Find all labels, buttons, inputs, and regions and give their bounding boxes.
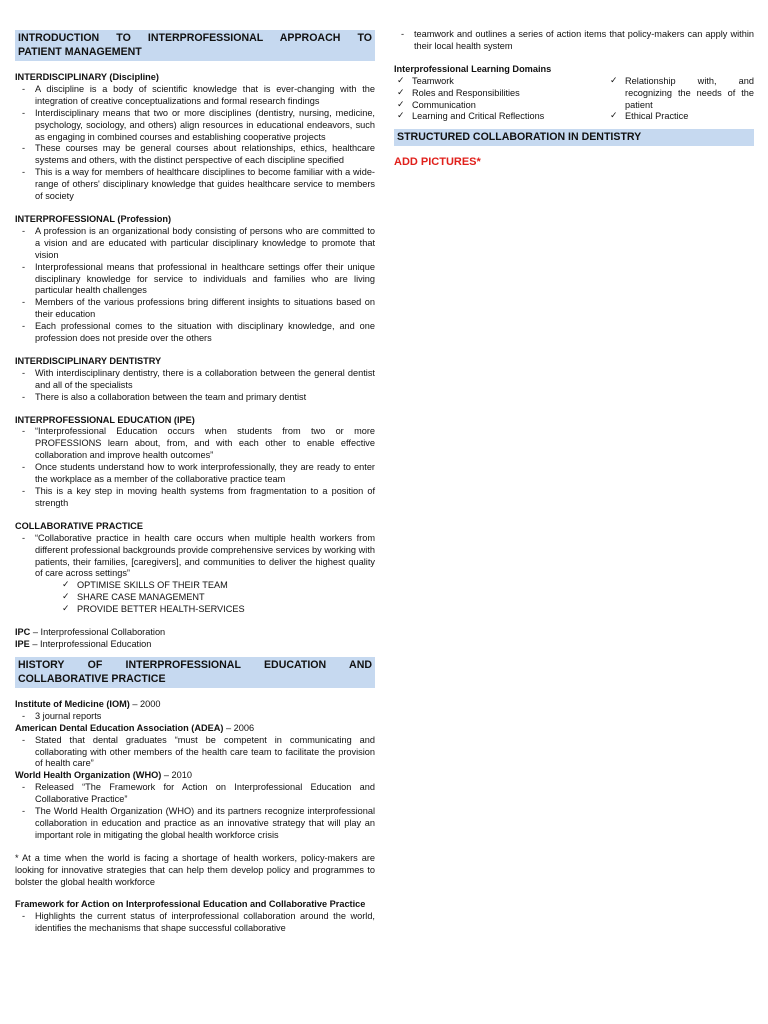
list-item: - Interprofessional means that professional in healthcare settings offer their unique disciplinary knowledge for service to individuals and families who are living particular health challenges <box>35 262 375 298</box>
structured-banner: STRUCTURED COLLABORATION IN DENTISTRY <box>394 129 754 146</box>
interdisciplinary-heading: INTERDISCIPLINARY (Discipline) <box>15 72 159 82</box>
ipe-heading: INTERPROFESSIONAL EDUCATION (IPE) <box>15 414 195 425</box>
framework-heading: Framework for Action on Interprofessional Education and Collaborative Practice <box>15 899 366 910</box>
interprofessional-list <box>15 226 375 345</box>
check-item: ✓ Learning and Critical Reflections <box>412 111 587 123</box>
list-item: - These courses may be general courses about relationships, ethics, healthcare systems and others, with the distinct perspective of each discipline specified <box>35 143 375 167</box>
collab-heading: COLLABORATIVE PRACTICE <box>15 520 143 531</box>
adea-list <box>15 735 375 771</box>
check-item: ✓ Communication <box>412 100 587 112</box>
iom-heading: Institute of Medicine (IOM) – 2000 <box>15 698 161 709</box>
list-item: - Members of the various professions bring different insights to situations based on their education <box>35 297 375 321</box>
iom-list <box>15 711 375 723</box>
framework-list <box>15 911 375 935</box>
intro-banner-line2: PATIENT MANAGEMENT <box>18 46 142 58</box>
ipe-list <box>15 426 375 509</box>
intro-banner <box>15 30 375 61</box>
check-item: ✓ Relationship with, and recognizing the needs of the patient <box>625 76 754 112</box>
list-item: - A profession is an organizational body consisting of persons who are committed to a vision and are educated with particular disciplinary knowledge to promote that vision <box>35 226 375 262</box>
collab-checklist <box>15 580 375 616</box>
check-item: ✓ PROVIDE BETTER HEALTH-SERVICES <box>77 604 375 616</box>
add-pictures-note: ADD PICTURES* <box>394 156 481 169</box>
check-item: ✓ OPTIMISE SKILLS OF THEIR TEAM <box>77 580 375 592</box>
history-banner-line1: HISTORY OF INTERPROFESSIONAL EDUCATION AND <box>18 658 372 671</box>
list-item: - Once students understand how to work interprofessionally, they are ready to enter the workplace as a member of the collaborative practice team <box>35 462 375 486</box>
adea-heading: American Dental Education Association (ADEA) – 2006 <box>15 722 255 733</box>
check-item: ✓ Teamwork <box>412 76 587 88</box>
check-item: ✓ Roles and Responsibilities <box>412 88 587 100</box>
list-item: - This is a key step in moving health systems from fragmentation to a position of strength <box>35 486 375 510</box>
domains-col2 <box>607 76 754 124</box>
list-item: - “Collaborative practice in health care occurs when multiple health workers from different professional backgrounds provide comprehensive services by working with patients, their families, [caregivers], and communities to deliver the highest quality of care across settings” <box>35 533 375 581</box>
dentistry-heading: INTERDISCIPLINARY DENTISTRY <box>15 355 162 366</box>
continuation-list <box>394 29 754 53</box>
list-item: - The World Health Organization (WHO) and its partners recognize interprofessional collaboration in education and practice as an innovative strategy that will play an important role in mitigating the global health workforce crisis <box>35 806 375 842</box>
list-item: - Interdisciplinary means that two or more disciplines (dentistry, nursing, medicine, psychology, sociology, and others) align resources in educational endeavors, such as engaging in combined courses and establishing cooperative projects <box>35 108 375 144</box>
list-item: - Released “The Framework for Action on Interprofessional Education and Collaborative Practice” <box>35 782 375 806</box>
interprofessional-heading: INTERPROFESSIONAL (Profession) <box>15 213 172 224</box>
collab-list <box>15 533 375 581</box>
who-heading: World Health Organization (WHO) – 2010 <box>15 770 192 781</box>
list-item: - This is a way for members of healthcare disciplines to become familiar with a wide-range of others' disciplinary knowledge that guides healthcare service to members of society <box>35 167 375 203</box>
domains-heading: Interprofessional Learning Domains <box>394 63 552 74</box>
history-banner <box>15 657 375 688</box>
left-column <box>15 30 375 935</box>
intro-banner-line1: INTRODUCTION TO INTERPROFESSIONAL APPROACH TO <box>18 32 372 44</box>
right-column <box>394 30 754 169</box>
domains-col1 <box>394 76 587 124</box>
list-item: - “Interprofessional Education occurs when students from two or more PROFESSIONS learn about, from, and with each other to enable effective collaboration and improve health outcomes” <box>35 426 375 462</box>
list-item: - Highlights the current status of interprofessional collaboration around the world, identifies the mechanisms that shape successful collaborative <box>35 911 375 935</box>
abbr-ipc: IPC – Interprofessional Collaboration <box>15 627 166 638</box>
abbr-ipe: IPE – Interprofessional Education <box>15 638 152 649</box>
list-item: - Each professional comes to the situation with disciplinary knowledge, and one profession does not preside over the others <box>35 321 375 345</box>
list-item: - 3 journal reports <box>35 711 375 723</box>
who-list <box>15 782 375 842</box>
list-item: - A discipline is a body of scientific knowledge that is ever-changing with the integration of creative conceptualizations and formal research findings <box>35 84 375 108</box>
list-item: - There is also a collaboration between the team and primary dentist <box>35 392 375 404</box>
list-item: - Stated that dental graduates “must be competent in communicating and collaborating with other members of the health care team to facilitate the provision of health care” <box>35 735 375 771</box>
dentistry-list <box>15 368 375 404</box>
check-item: ✓ Ethical Practice <box>625 111 754 123</box>
history-banner-line2: COLLABORATIVE PRACTICE <box>18 672 166 685</box>
list-item: - With interdisciplinary dentistry, there is a collaboration between the general dentist and all of the specialists <box>35 368 375 392</box>
domains-grid <box>394 76 754 124</box>
check-item: ✓ SHARE CASE MANAGEMENT <box>77 592 375 604</box>
note-paragraph: * At a time when the world is facing a shortage of health workers, policy-makers are looking for innovative strategies that can help them develop policy and programmes to bolster the global health workforce <box>15 852 375 887</box>
interdisciplinary-list <box>15 84 375 203</box>
continuation-text: - teamwork and outlines a series of action items that policy-makers can apply within their local health system <box>414 29 754 53</box>
